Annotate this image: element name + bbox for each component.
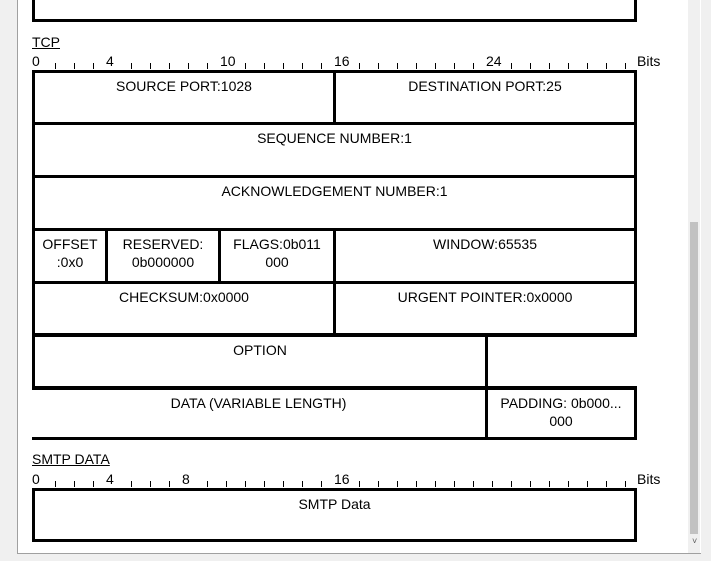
ruler-tick-mark bbox=[416, 63, 417, 69]
field-label: WINDOW:65535 bbox=[433, 236, 537, 252]
ruler-tick-mark bbox=[283, 481, 284, 487]
ruler-tick-label: 8 bbox=[182, 471, 190, 487]
ruler-tick-mark bbox=[74, 63, 75, 69]
ruler-tick-mark bbox=[549, 63, 550, 69]
ruler-tick-mark bbox=[74, 481, 75, 487]
ruler-tick-mark bbox=[245, 481, 246, 487]
field-label-line2: 000 bbox=[549, 413, 573, 429]
field-label: SEQUENCE NUMBER:1 bbox=[257, 130, 412, 146]
field-label: DATA (VARIABLE LENGTH) bbox=[170, 395, 347, 411]
ruler-tick-label: 16 bbox=[334, 471, 350, 487]
ruler-tick-mark bbox=[321, 481, 322, 487]
field-label: URGENT POINTER:0x0000 bbox=[397, 289, 573, 305]
ruler-tick-mark bbox=[55, 63, 56, 69]
option-padding-blank-field[interactable] bbox=[488, 334, 637, 389]
bits-unit-label: Bits bbox=[637, 53, 661, 69]
ruler-tick-mark bbox=[264, 481, 265, 487]
tcp-bit-ruler bbox=[32, 54, 672, 70]
field-label-line1: PADDING: 0b000... bbox=[500, 395, 622, 411]
field-label-line1: OFFSET bbox=[42, 236, 98, 252]
scroll-down-arrow-icon[interactable]: ˅ bbox=[692, 536, 698, 546]
option-field[interactable] bbox=[32, 334, 488, 389]
ruler-tick-mark bbox=[302, 63, 303, 69]
previous-layer-box bbox=[32, 0, 637, 22]
bits-unit-label: Bits bbox=[637, 471, 661, 487]
data-field[interactable] bbox=[32, 387, 488, 440]
offset-field[interactable] bbox=[32, 228, 108, 284]
ruler-tick-label: 24 bbox=[486, 53, 502, 69]
ruler-tick-mark bbox=[321, 63, 322, 69]
ruler-tick-mark bbox=[150, 481, 151, 487]
ruler-tick-mark bbox=[245, 63, 246, 69]
ruler-tick-mark bbox=[587, 481, 588, 487]
field-label-line1: FLAGS:0b011 bbox=[233, 236, 321, 252]
ruler-tick-mark bbox=[530, 481, 531, 487]
ruler-tick-mark bbox=[568, 63, 569, 69]
ruler-tick-mark bbox=[302, 481, 303, 487]
ruler-tick-mark bbox=[169, 63, 170, 69]
ruler-tick-label: 4 bbox=[106, 53, 114, 69]
ruler-tick-mark bbox=[55, 481, 56, 487]
ruler-tick-label: 16 bbox=[334, 53, 350, 69]
field-label: SMTP Data bbox=[298, 496, 371, 512]
acknowledgement-number-field[interactable] bbox=[32, 175, 637, 231]
field-label-line2: 000 bbox=[265, 254, 289, 270]
padding-field[interactable] bbox=[488, 387, 637, 440]
smtp-bit-ruler bbox=[32, 472, 672, 488]
ruler-tick-mark bbox=[131, 481, 132, 487]
ruler-tick-mark bbox=[625, 63, 626, 69]
ruler-tick-mark bbox=[492, 481, 493, 487]
ruler-tick-mark bbox=[435, 63, 436, 69]
ruler-tick-mark bbox=[587, 63, 588, 69]
ruler-tick-mark bbox=[188, 63, 189, 69]
ruler-tick-mark bbox=[359, 63, 360, 69]
ruler-tick-mark bbox=[150, 63, 151, 69]
ruler-tick-label: 0 bbox=[32, 53, 40, 69]
field-label: DESTINATION PORT:25 bbox=[408, 78, 562, 94]
field-label-line1: RESERVED: bbox=[122, 236, 204, 252]
ruler-tick-mark bbox=[93, 481, 94, 487]
ruler-tick-mark bbox=[606, 481, 607, 487]
ruler-tick-mark bbox=[625, 481, 626, 487]
flags-field[interactable] bbox=[221, 228, 336, 284]
ruler-tick-label: 10 bbox=[220, 53, 236, 69]
ruler-tick-mark bbox=[454, 481, 455, 487]
ruler-tick-mark bbox=[416, 481, 417, 487]
smtp-data-field[interactable] bbox=[32, 488, 637, 542]
ruler-tick-mark bbox=[131, 63, 132, 69]
ruler-tick-mark bbox=[549, 481, 550, 487]
ruler-tick-mark bbox=[568, 481, 569, 487]
field-label-line2: 0b000000 bbox=[131, 254, 195, 270]
ruler-tick-mark bbox=[397, 63, 398, 69]
reserved-field[interactable] bbox=[108, 228, 221, 284]
ruler-tick-mark bbox=[454, 63, 455, 69]
window-field[interactable] bbox=[336, 228, 637, 284]
ruler-tick-mark bbox=[93, 63, 94, 69]
ruler-tick-mark bbox=[207, 63, 208, 69]
ruler-tick-label: 4 bbox=[106, 471, 114, 487]
source-port-field[interactable] bbox=[32, 70, 336, 125]
destination-port-field[interactable] bbox=[336, 70, 637, 125]
ruler-tick-mark bbox=[473, 481, 474, 487]
ruler-tick-mark bbox=[207, 481, 208, 487]
field-label: ACKNOWLEDGEMENT NUMBER:1 bbox=[221, 183, 448, 199]
ruler-tick-mark bbox=[359, 481, 360, 487]
field-label: CHECKSUM:0x0000 bbox=[119, 289, 249, 305]
ruler-tick-mark bbox=[378, 63, 379, 69]
ruler-tick-mark bbox=[397, 481, 398, 487]
ruler-tick-mark bbox=[511, 481, 512, 487]
checksum-field[interactable] bbox=[32, 281, 336, 336]
ruler-tick-label: 0 bbox=[32, 471, 40, 487]
ruler-tick-mark bbox=[473, 63, 474, 69]
scrollbar-thumb[interactable] bbox=[690, 222, 698, 534]
field-label-line2: :0x0 bbox=[56, 254, 84, 270]
ruler-tick-mark bbox=[283, 63, 284, 69]
tcp-section-label: TCP bbox=[32, 34, 60, 50]
ruler-tick-mark bbox=[169, 481, 170, 487]
ruler-tick-mark bbox=[226, 481, 227, 487]
ruler-tick-mark bbox=[511, 63, 512, 69]
ruler-tick-mark bbox=[606, 63, 607, 69]
smtp-section-label: SMTP DATA bbox=[32, 451, 110, 467]
ruler-tick-mark bbox=[435, 481, 436, 487]
sequence-number-field[interactable] bbox=[32, 122, 637, 178]
urgent-pointer-field[interactable] bbox=[336, 281, 637, 336]
field-label: OPTION bbox=[233, 342, 287, 358]
ruler-tick-mark bbox=[378, 481, 379, 487]
ruler-tick-mark bbox=[264, 63, 265, 69]
ruler-tick-mark bbox=[530, 63, 531, 69]
field-label: SOURCE PORT:1028 bbox=[116, 78, 252, 94]
